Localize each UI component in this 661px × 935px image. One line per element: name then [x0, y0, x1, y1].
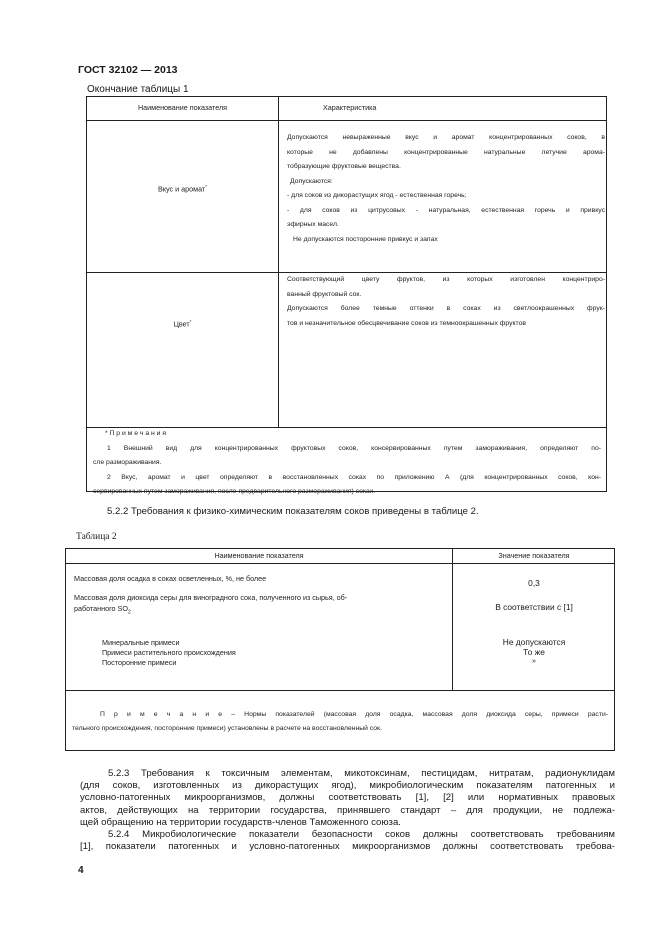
table1	[86, 96, 607, 495]
table2-caption: Таблица 2	[76, 532, 117, 542]
table2-row-value: 0,3	[528, 578, 540, 588]
table1-col-char: Характеристика	[323, 103, 377, 112]
page-number: 4	[78, 865, 84, 876]
paragraph-5-2-2: 5.2.2 Требования к физико-химическим показателям соков приведены в таблице 2.	[107, 506, 479, 517]
table2	[65, 548, 615, 751]
paragraph-5-2-3: 5.2.3 Требования к токсичным элементам, микотоксинам, пестицидам, нитратам, радионуклидам (для соков, изготовленных из дикорастущих ягод), микробиологическим показателям патогенных и условно-патогенных микроорганизмов, должны соответствовать [1], [2] или нормативных правовых актов, действующих на территории государства, принявшего стандарт – для продукции, не подлежа- щей обращению на территории государств-членов Таможенного союза.	[80, 768, 615, 828]
table1-caption: Окончание таблицы 1	[87, 84, 189, 95]
table2-row-name: Посторонние примеси	[102, 658, 177, 667]
table1-row-text: Допускаются невыраженные вкус и аромат концентрированных соков, в которые не добавлены концентрированные натуральные летучие арома- тобразующие фруктовые вещества. Допускаются: - для соков из дикорастущих ягод - естественная горечь; - для соков из цитрусовых - натуральная, естественная горечь и привкус эфирных масел. Не допускаются посторонние привкус и запах	[287, 134, 605, 243]
table2-row-value: »	[532, 658, 536, 665]
paragraph-5-2-4: 5.2.4 Микробиологические показатели безопасности соков должны соответствовать требованиям [1], показатели патогенных и условно-патогенных микроорганизмов должны соответствовать требова-	[80, 829, 615, 853]
table2-row-value: В соответствии с [1]	[495, 602, 573, 612]
table1-notes: * П р и м е ч а н и я 1 Внешний вид для концентрированных фруктовых соков, консервированных путем замораживания, определяют по- сле размораживания. 2 Вкус, аромат и цвет определяют в восстановленных соках по приложению А (для концентрированных соков, кон- сервированных путем замораживания, после предварительного размораживания) соках.	[93, 430, 601, 495]
table1-row-name: Вкус и аромат*	[158, 184, 207, 194]
document-header: ГОСТ 32102 — 2013	[78, 64, 178, 76]
table2-note: П р и м е ч а н и е – Нормы показателей (массовая доля осадка, массовая доля диоксида серы, примеси расти- тельного происхождения, посторонние примеси) установлены в расчете на восстановленный сок.	[72, 711, 608, 732]
table2-row-name: Массовая доля диоксида серы для виноградного сока, полученного из сырья, об-	[74, 593, 348, 602]
table1-row-name: Цвет*	[173, 319, 192, 329]
table2-row-value: То же	[523, 647, 545, 657]
table1-row-text: Соответствующий цвету фруктов, из которых изготовлен концентриро- ванный фруктовый сок. Допускаются более темные оттенки в соках из светлоокрашенных фрук- тов и незначительное обесцвечивание соков из темноокрашенных фруктов	[287, 276, 605, 327]
table2-col-value: Значение показателя	[498, 551, 570, 560]
table2-row-value: Не допускаются	[502, 637, 566, 647]
table2-row-name: Примеси растительного происхождения	[102, 648, 236, 657]
table1-col-name: Наименование показателя	[137, 103, 228, 112]
table2-row-name-cont: работанного $SO_2$	[74, 604, 131, 616]
table2-row-name: Массовая доля осадка в соках осветленных, %, не более	[74, 574, 267, 583]
table2-col-name: Наименование показателя	[214, 551, 304, 560]
table2-row-name: Минеральные примеси	[102, 638, 180, 647]
